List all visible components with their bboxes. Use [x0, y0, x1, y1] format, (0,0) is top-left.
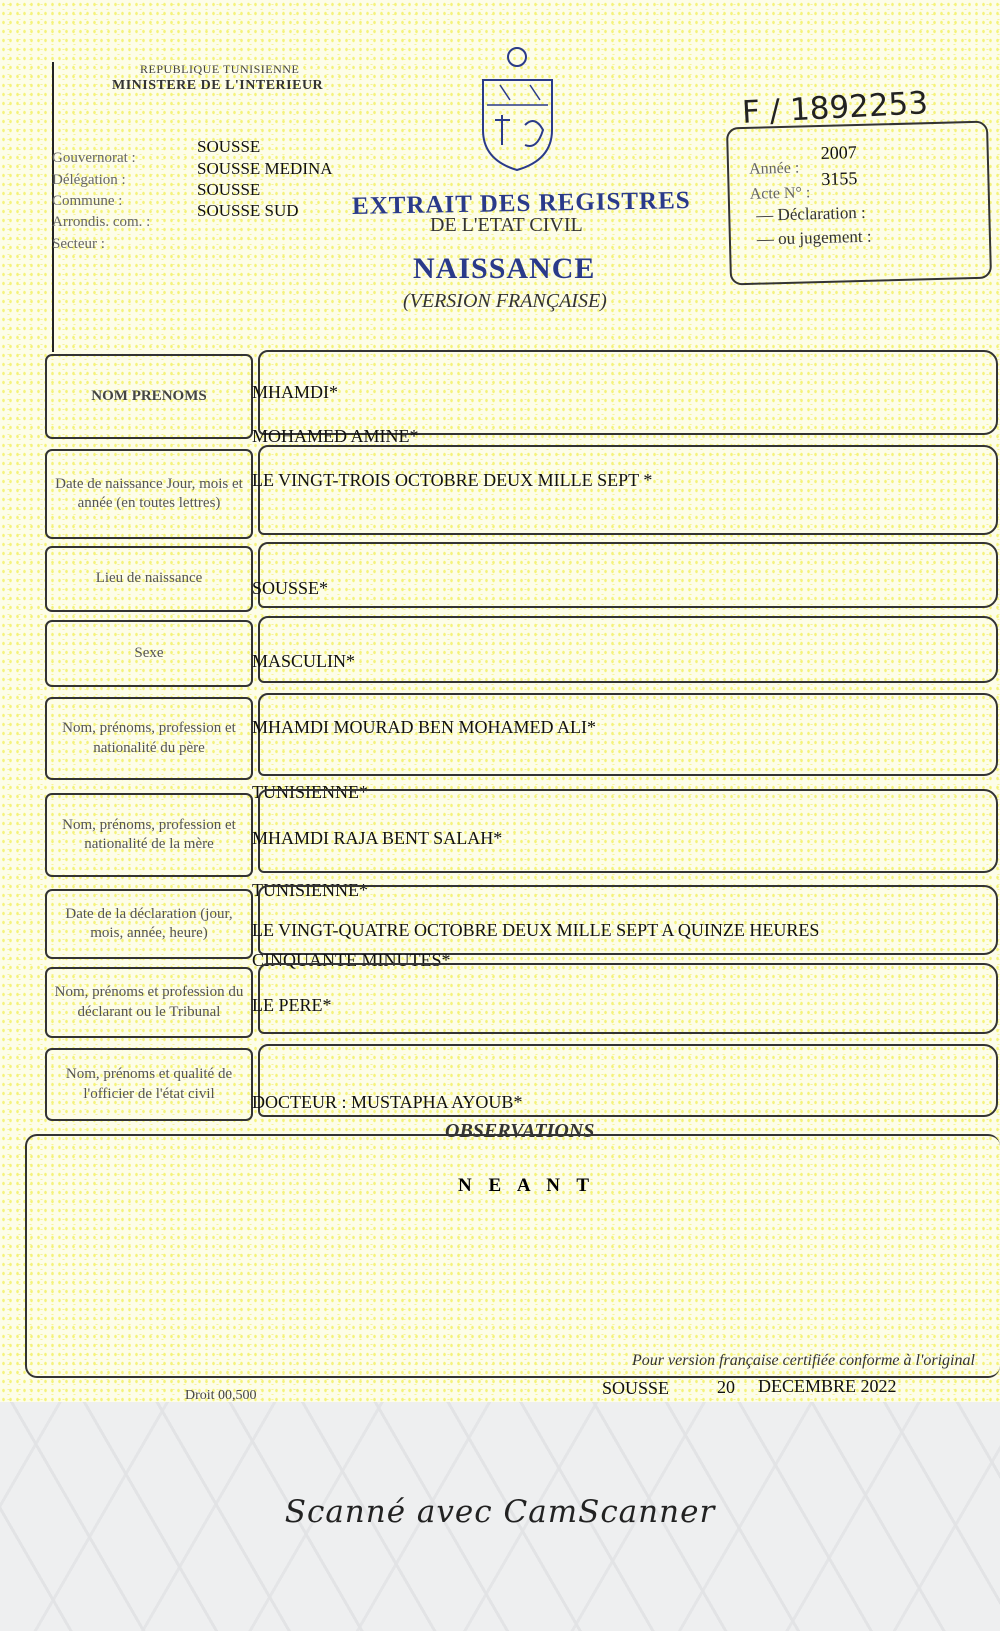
row-label: Nom, prénoms, profession et nationalité de la mère	[62, 816, 236, 852]
declaration-label: — Déclaration :	[756, 202, 867, 225]
row-label-box	[45, 546, 253, 612]
location-label: Gouvernorat :	[52, 150, 136, 166]
row-label-box	[45, 793, 253, 877]
act-box	[726, 121, 992, 286]
reference-number: F / 1892253	[741, 85, 929, 131]
row-value-box	[258, 963, 998, 1034]
document-type: NAISSANCE	[413, 252, 596, 285]
row-value: MHAMDI*	[252, 382, 339, 402]
location-value: SOUSSE	[197, 137, 261, 156]
row-value-box	[258, 616, 998, 683]
row-label-box	[45, 889, 253, 959]
row-value: CINQUANTE MINUTES*	[252, 950, 451, 970]
location-label: Secteur :	[52, 236, 105, 252]
row-label-box	[45, 697, 253, 780]
location-value: SOUSSE	[197, 180, 261, 199]
row-value: SOUSSE*	[252, 578, 329, 598]
location-label: Arrondis. com. :	[52, 214, 151, 230]
observations-title: OBSERVATIONS	[445, 1120, 595, 1142]
location-value: SOUSSE MEDINA	[197, 159, 333, 178]
row-label-box	[45, 967, 253, 1038]
ministry-header: MINISTERE DE L'INTERIEUR	[112, 78, 324, 93]
row-value-box	[258, 350, 998, 435]
location-value: SOUSSE SUD	[197, 201, 299, 220]
title-line1: EXTRAIT DES REGISTRES	[351, 187, 691, 220]
stamp-fee: Droit 00,500	[185, 1388, 257, 1402]
row-label: Nom, prénoms et qualité de l'officier de l'état civil	[65, 1066, 233, 1102]
footer-city: SOUSSE	[602, 1378, 670, 1398]
row-label: NOM PRENOMS	[91, 387, 207, 404]
act-number-value: 3155	[821, 168, 858, 189]
row-label-box	[45, 1048, 253, 1121]
row-value: TUNISIENNE*	[252, 782, 368, 802]
row-value: MHAMDI MOURAD BEN MOHAMED ALI*	[252, 717, 597, 737]
location-label: Commune :	[52, 193, 123, 209]
row-value: TUNISIENNE*	[252, 880, 368, 900]
judgment-label: — ou jugement :	[756, 226, 872, 249]
row-value: LE VINGT-TROIS OCTOBRE DEUX MILLE SEPT *	[252, 470, 653, 490]
tunisia-emblem-icon	[475, 45, 560, 175]
camscanner-footer	[0, 1402, 1000, 1631]
location-label: Délégation :	[52, 172, 126, 188]
act-number-label: Acte N° :	[749, 184, 811, 203]
row-label: Date de la déclaration (jour, mois, année, heure)	[65, 905, 233, 941]
footer-day: 20	[717, 1377, 735, 1397]
row-value: MHAMDI RAJA BENT SALAH*	[252, 828, 503, 848]
row-value-box	[258, 542, 998, 608]
row-value: MOHAMED AMINE*	[252, 426, 419, 446]
footer-date: DECEMBRE 2022	[758, 1376, 897, 1396]
observations-box	[25, 1134, 1000, 1378]
year-value: 2007	[820, 142, 857, 163]
row-label-box	[45, 620, 253, 687]
row-label-box	[45, 354, 253, 439]
row-value: DOCTEUR : MUSTAPHA AYOUB*	[252, 1092, 523, 1112]
certification-text: Pour version française certifiée conforme à l'original	[632, 1352, 975, 1369]
row-value: LE PERE*	[252, 995, 332, 1015]
row-label: Lieu de naissance	[95, 570, 203, 587]
year-label: Année :	[748, 159, 800, 178]
row-label: Sexe	[134, 644, 164, 661]
version-label: (VERSION FRANÇAISE)	[403, 290, 607, 312]
title-line2: DE L'ETAT CIVIL	[430, 214, 583, 236]
row-label: Date de naissance Jour, mois et année (en toutes lettres)	[55, 475, 243, 511]
row-label: Nom, prénoms, profession et nationalité du père	[62, 720, 236, 756]
camscanner-watermark: Scanné avec CamScanner	[284, 1494, 716, 1530]
row-label: Nom, prénoms et profession du déclarant ou le Tribunal	[54, 984, 244, 1020]
republic-header: REPUBLIQUE TUNISIENNE	[140, 62, 300, 76]
row-value: MASCULIN*	[252, 651, 356, 671]
row-value: LE VINGT-QUATRE OCTOBRE DEUX MILLE SEPT A QUINZE HEURES	[252, 920, 820, 940]
row-label-box	[45, 449, 253, 539]
observations-text: N E A N T	[458, 1175, 596, 1196]
